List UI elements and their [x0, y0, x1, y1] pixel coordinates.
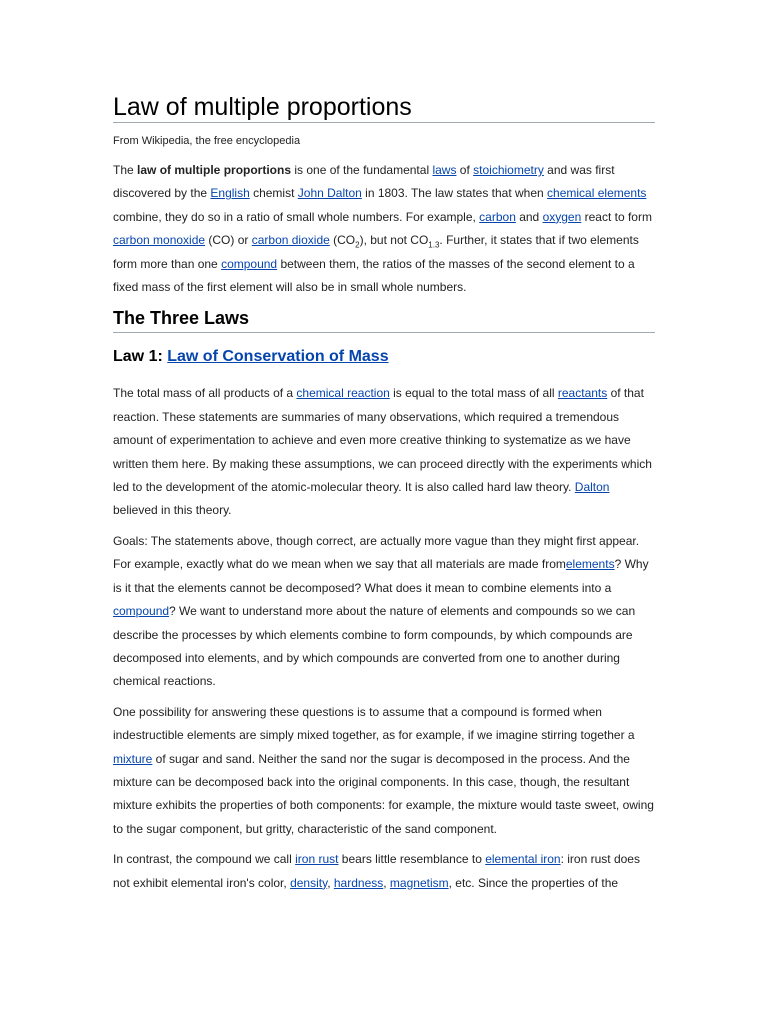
text: ,	[383, 875, 390, 890]
text: of	[456, 163, 474, 177]
paragraph-iron-rust	[113, 848, 655, 895]
text: (CO	[329, 233, 356, 248]
text: chemist	[249, 186, 298, 201]
text: of that reaction. These statements are summaries of many observations, which required a tremendous amount of experimentation to achieve and even more creative thinking to systematize as we have written them here. By making these assumptions, we can proceed directly with the experiments which led to the development of the atomic-molecular theory. It is also called hard law theory.	[113, 386, 652, 495]
link-chemical-reaction[interactable]: chemical reaction	[296, 386, 390, 401]
text: between them, the ratios of the masses of the second element to a fixed mass of the first element will also be in small whole numbers.	[113, 256, 635, 295]
text: The	[113, 163, 138, 177]
text: , etc. Since the properties of the	[448, 875, 619, 890]
link-dalton[interactable]: Dalton	[574, 480, 610, 495]
article-content	[113, 92, 655, 902]
bold-term: law of multiple proportions	[137, 163, 292, 177]
text: believed in this theory.	[113, 503, 232, 518]
link-reactants[interactable]: reactants	[557, 386, 608, 401]
link-magnetism[interactable]: magnetism	[389, 875, 449, 890]
text: of sugar and sand. Neither the sand nor the sugar is decomposed in the process. And the mixture can be decomposed back into the original components. In this case, though, the resultant mixture exhibits the properties of both components: for example, the mixture would taste sweet, owing to the sugar component, but gritty, characteristic of the sand component.	[113, 751, 654, 836]
link-carbon-dioxide[interactable]: carbon dioxide	[251, 233, 330, 248]
text: ? Why is it that the elements cannot be decomposed? What does it mean to combine elements into a	[113, 557, 649, 595]
link-carbon-monoxide[interactable]: carbon monoxide	[113, 233, 206, 248]
link-carbon[interactable]: carbon	[479, 209, 516, 224]
paragraph-goals	[113, 530, 655, 694]
link-john-dalton[interactable]: John Dalton	[297, 186, 362, 201]
text: (CO) or	[205, 233, 252, 248]
text: and was first discovered by the	[113, 163, 615, 201]
text: ), but not CO	[359, 233, 429, 248]
text: ,	[327, 875, 334, 890]
paragraph-mixture	[113, 701, 655, 841]
page-title: Law of multiple proportions	[113, 92, 655, 123]
link-laws[interactable]: laws	[432, 163, 457, 177]
text: is equal to the total mass of all	[389, 386, 558, 401]
text: One possibility for answering these questions is to assume that a compound is formed when indestructible elements are simply mixed together, as for example, if we imagine stirring together a	[113, 704, 635, 743]
subscript: 1.3	[428, 240, 440, 250]
link-iron-rust[interactable]: iron rust	[295, 852, 339, 867]
section-heading-three-laws: The Three Laws	[113, 306, 655, 333]
text: react to form	[581, 209, 652, 224]
link-english[interactable]: English	[210, 186, 250, 201]
text: : iron rust does not exhibit elemental iron's color,	[113, 852, 640, 890]
text: and	[515, 209, 543, 224]
link-compound[interactable]: compound	[113, 604, 170, 619]
text: In contrast, the compound we call	[113, 852, 296, 867]
text: The total mass of all products of a	[113, 386, 297, 401]
subscript: 2	[355, 240, 360, 250]
text: bears little resemblance to	[338, 852, 486, 867]
link-mixture[interactable]: mixture	[113, 751, 153, 766]
link-compound[interactable]: compound	[221, 256, 278, 271]
law1-prefix: Law 1:	[113, 348, 168, 366]
link-stoichiometry[interactable]: stoichiometry	[473, 163, 544, 177]
link-elements[interactable]: elements	[565, 557, 615, 572]
text: ? We want to understand more about the nature of elements and compounds so we can describe the processes by which elements combine to form compounds, by which compounds are decomposed into elements, and by which compounds are converted from one to another during chemical reactions.	[113, 604, 636, 689]
link-law-conservation-mass[interactable]: Law of Conservation of Mass	[167, 348, 389, 366]
text: in 1803. The law states that when	[361, 186, 548, 201]
link-elemental-iron[interactable]: elemental iron	[485, 852, 561, 867]
text: Goals: The statements above, though correct, are actually more vague than they might first appear. For example, exactly what do we mean when we say that all materials are made from	[113, 533, 640, 572]
link-chemical-elements[interactable]: chemical elements	[547, 186, 647, 201]
paragraph-conservation	[113, 382, 655, 522]
link-oxygen[interactable]: oxygen	[542, 209, 582, 224]
tagline: From Wikipedia, the free encyclopedia	[113, 135, 301, 147]
law1-heading	[113, 346, 655, 368]
link-density[interactable]: density	[290, 875, 328, 890]
text: . Further, it states that if two elements form more than one	[113, 233, 639, 271]
intro-paragraph	[113, 159, 655, 299]
link-hardness[interactable]: hardness	[333, 875, 384, 890]
text: is one of the fundamental	[291, 163, 433, 177]
text: combine, they do so in a ratio of small whole numbers. For example,	[113, 209, 480, 224]
